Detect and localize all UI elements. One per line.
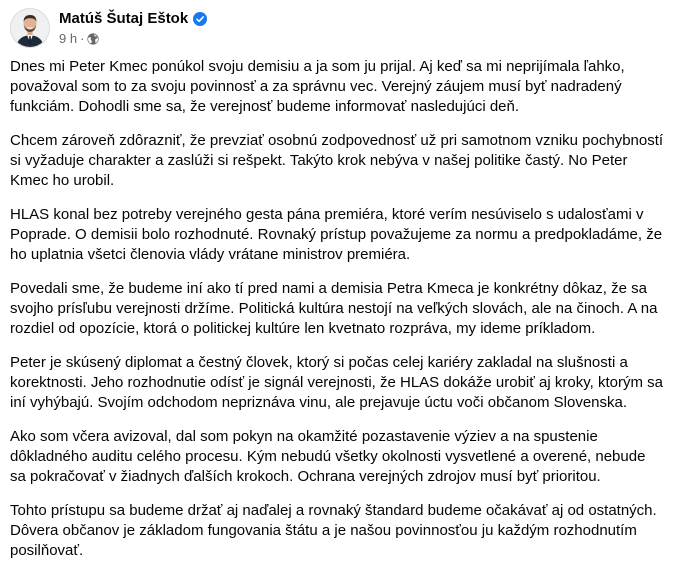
- separator-dot: ·: [80, 31, 85, 46]
- post-paragraph: Dnes mi Peter Kmec ponúkol svoju demisiu a ja som ju prijal. Aj keď sa mi neprijímala ľahko, považoval som to za svoju povinnosť a za správnu vec. Verejný záujem musí byť nadradený funkciám. Dohodli sme sa, že verejnosť budeme informovať nasledujúci deň.: [10, 58, 625, 115]
- post-paragraph: Tohto prístupu sa budeme držať aj naďalej a rovnaký štandard budeme očakávať aj od ostatných. Dôvera občanov je základom fungovania štátu a je našou povinnosťou ju každým rozhodnutím posilňovať.: [10, 502, 657, 559]
- avatar-photo: [11, 9, 49, 47]
- post-paragraph: Ako som včera avizoval, dal som pokyn na okamžité pozastavenie výziev a na spustenie dôkladného auditu celého procesu. Kým nebudú všetky okolnosti vysvetlené a overené, nebude sa pokračovať v žiadnych ďalších krokoch. Ochrana verejných zdrojov musí byť prioritou.: [10, 428, 646, 485]
- globe-icon[interactable]: [87, 33, 99, 45]
- post-paragraph: Peter je skúsený diplomat a čestný človek, ktorý si počas celej kariéry zakladal na slušnosti a korektnosti. Jeho rozhodnutie odísť je signál verejnosti, že HLAS dokáže urobiť aj kroky, ktorým sa iní vyhýbajú. Svojím odchodom nepriznáva vinu, ale prejavuje úctu voči občanom Slovenska.: [10, 354, 663, 411]
- post-body: [10, 57, 665, 575]
- verified-badge-icon: [193, 12, 207, 26]
- avatar[interactable]: [10, 8, 50, 48]
- post-subtitle: [59, 30, 207, 48]
- author-name[interactable]: Matúš Šutaj Eštok: [59, 9, 189, 27]
- post-meta: [59, 9, 207, 48]
- post-paragraph: HLAS konal bez potreby verejného gesta pána premiéra, ktoré verím nesúviselo s udalosťami v Poprade. O demisii bolo rozhodnuté. Rovnaký prístup považujeme za normu a predpokladáme, že ho uplatnia všetci členovia vlády vrátane ministrov premiéra.: [10, 206, 663, 263]
- post-paragraph: Chcem zároveň zdôrazniť, že prevziať osobnú zodpovednosť už pri samotnom vzniku pochybností si vyžaduje charakter a zaslúži si rešpekt. Takýto krok nebýva v našej politike častý. No Peter Kmec ho urobil.: [10, 132, 664, 189]
- post-header: [10, 6, 207, 50]
- author-row: [59, 9, 207, 29]
- post-timestamp[interactable]: 9 h: [59, 31, 78, 46]
- post-paragraph: Povedali sme, že budeme iní ako tí pred nami a demisia Petra Kmeca je konkrétny dôkaz, že sa svojho prísľubu verejnosti držíme. Politická kultúra nestojí na veľkých slovách, ale na činoch. A na rozdiel od opozície, ktorá o politickej kultúre len kvetnato rozpráva, my ideme príkladom.: [10, 280, 658, 337]
